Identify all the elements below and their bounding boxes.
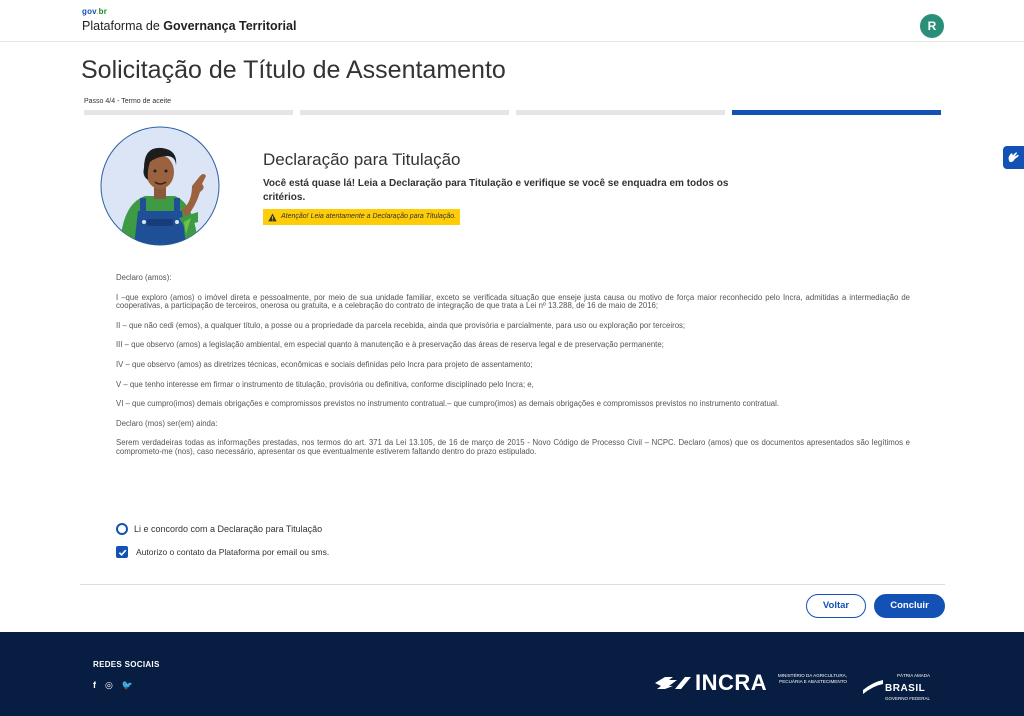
step-label: Passo 4/4 - Termo de aceite [84,98,172,105]
incra-logo: INCRA [655,670,767,696]
contact-checkbox[interactable] [116,546,128,558]
declaration-paragraph: III – que observo (amos) a legislação ambiental, em especial quanto à manutenção e à preservação das áreas de reserva legal e de preservação permanente; [116,340,664,350]
declaration-paragraph: Declaro (amos): [116,273,172,282]
back-button[interactable]: Voltar [806,594,866,618]
declaration-subtitle: Você está quase lá! Leia a Declaração para Titulação e verifique se você se enquadra em todos os critérios. [263,178,729,203]
agree-label: Li e concordo com a Declaração para Titulação [134,524,323,534]
brasil-logo: PÁTRIA AMADA BRASIL GOVERNO FEDERAL [863,673,930,701]
agree-radio[interactable] [116,523,128,535]
declaration-paragraph: VI – que cumpro(imos) demais obrigações e compromissos previstos no instrumento contratual.– que cumpro(imos) as demais obrigações e compromissos previstos no instrumento contratual. [116,399,780,409]
declaration-paragraph: I –que exploro (amos) o imóvel direta e pessoalmente, por meio de sua unidade familiar, exceto se verificada situação que enseje justa causa ou motivo de força maior reconhecido pelo Incra, admitidas a intermediação de cooperativas, a participação de terceiros, onerosa ou gratuita, e a celebração do contrato de integração de que trata a Lei nº 13.288, de 16 de maio de 2016; [116,292,910,311]
flag-stripes-icon [863,680,883,694]
platform-name: Plataforma de Governança Territorial [82,19,297,33]
instagram-icon[interactable]: ◎ [105,680,113,690]
attention-alert: Atenção! Leia atentamente a Declaração para Titulação. [263,209,460,225]
twitter-icon[interactable]: 🐦 [121,680,134,690]
contact-label: Autorizo o contato da Plataforma por email ou sms. [136,547,330,557]
declaration-title: Declaração para Titulação [263,150,461,169]
ministry-logo: MINISTÉRIO DA AGRICULTURA, PECUÁRIA E ABASTECIMENTO [777,673,847,684]
sign-language-icon [1007,151,1020,164]
step-bar-1 [84,110,293,115]
agree-radio-option[interactable] [116,523,322,535]
top-header [0,0,1024,42]
divider [80,584,945,585]
accessibility-widget[interactable] [1003,146,1024,169]
govbr-logo[interactable]: gov.br [82,7,108,16]
social-links [93,680,133,691]
social-title: REDES SOCIAIS [93,660,160,669]
page-title: Solicitação de Título de Assentamento [81,56,506,84]
step-bar-3 [516,110,725,115]
facebook-icon[interactable]: f [93,680,96,690]
user-avatar[interactable]: R [920,14,944,38]
declaration-body [116,274,910,468]
farmer-illustration [100,126,220,246]
declaration-paragraph: Declaro (mos) ser(em) ainda: [116,418,218,428]
declaration-paragraph: Serem verdadeiras todas as informações prestadas, nos termos do art. 371 da Lei 13.105, de 16 de março de 2015 - Novo Código de Processo Civil – NCPC. Declaro (amos) que os documentos apresentados são legítimos e comprometo-me (nos), caso necessário, apresentar os que eventualmente estiverem faltando dentro do prazo estipulado. [116,438,910,456]
site-footer [0,632,1024,716]
step-bar-4 [732,110,941,115]
finish-button[interactable]: Concluir [874,594,945,618]
declaration-paragraph: V – que tenho interesse em firmar o instrumento de titulação, provisória ou definitiva, conforme disciplinado pelo Incra; e, [116,379,534,389]
check-icon [118,548,127,557]
incra-mark-icon [655,675,691,691]
step-bar-2 [300,110,509,115]
declaration-paragraph: II – que não cedi (emos), a qualquer título, a posse ou a propriedade da parcela recebida, ainda que provisória e parcialmente, para uso ou exploração por terceiros; [116,320,686,330]
warning-icon [268,213,277,222]
declaration-paragraph: IV – que observo (amos) as diretrizes técnicas, econômicas e sociais definidas pelo Incra para projeto de assentamento; [116,359,533,369]
contact-checkbox-option[interactable] [116,546,329,558]
